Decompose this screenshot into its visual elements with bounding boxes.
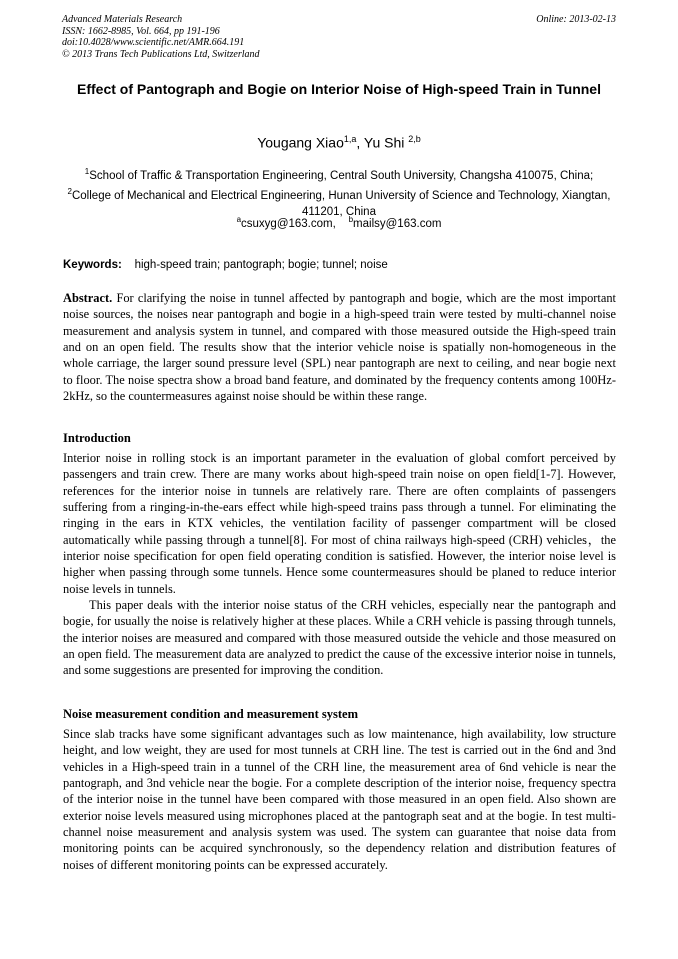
doi-line[interactable]: doi:10.4028/www.scientific.net/AMR.664.191 (62, 37, 245, 48)
paragraph: Since slab tracks have some significant advantages such as low maintenance, high availability, low structure height, and low weight, they are used for most tunnels at CRH line. The test is carried out in the 6nd and 3nd vehicles in a High-speed train in a tunnel of the CRH line, the measurement area of 6nd vehicle is near the pantograph, and 3nd vehicle near the bogie. For a complete description of the interior noise, frequency spectra of the interior noise in the tunnel have been compared with those measured in an open field. Also shown are exterior noise levels measured using microphones placed at the pantograph seat and at the bogie. In test multi-channel noise measurement and analysis system was used. The system can guarantee that noise data from monitoring points can be acquired synchronously, so the dependency relation and distribution features of noises of different monitoring points can be expressed accurately. (63, 727, 616, 872)
email-superscript: a (236, 215, 242, 224)
introduction-body (63, 450, 616, 679)
paragraph: This paper deals with the interior noise status of the CRH vehicles, especially near the pantograph and bogie, for usually the noise is relatively higher at these places. While a CRH vehicle is passing through tunnels, the interior noises are measured and compared with those measured outside the vehicle and those measured on an open field. The measurement data are analyzed to predict the cause of the excessive interior noise in tunnels, and some suggestions are presented for improving the condition. (63, 598, 617, 678)
section-heading-noise-measurement: Noise measurement condition and measurement system (63, 707, 359, 721)
copyright-line: © 2013 Trans Tech Publications Ltd, Switzerland (62, 48, 260, 60)
section-heading-introduction: Introduction (63, 431, 131, 445)
journal-name: Advanced Materials Research (62, 14, 183, 25)
noise-measurement-body (63, 726, 616, 873)
affiliation-text: College of Mechanical and Electrical Engineering, Hunan University of Science and Technology, Xiangtan, 411201, China (71, 190, 611, 218)
author-name: Yu Shi (363, 134, 409, 151)
keywords-line (63, 258, 617, 273)
affiliation-superscript: 2 (67, 187, 72, 197)
keywords-label: Keywords: (63, 259, 122, 271)
abstract-label: Abstract. (63, 291, 113, 305)
email-1[interactable]: csuxyg@163.com, (241, 217, 336, 230)
author-line (62, 130, 616, 152)
abstract (63, 290, 616, 404)
author-superscript: 1,a (343, 134, 357, 144)
affiliation-text: School of Traffic & Transportation Engineering, Central South University, Changsha 410075, China; (89, 169, 594, 182)
abstract-text: For clarifying the noise in tunnel affected by pantograph and bogie, which are the most important noise sources, the noises near pantograph and bogie in a high-speed train were tested by multi-channel noise measurement and analysis system in tunnel, and compared with those measured outside the High-speed train and on an open field. The results show that the interior vehicle noise is spatially non-homogeneous in the whole carriage, the larger sound pressure level (SPL) near pantograph are next to ceiling, and near bogie next to floor. The noise spectra show a broad band feature, and dominated by the frequency contents among 100Hz-2kHz, so the countermeasures against noise should be within these range. (63, 291, 616, 404)
paper-title: Effect of Pantograph and Bogie on Interior Noise of High-speed Train in Tunnel (77, 81, 601, 97)
affiliation-superscript: 1 (84, 167, 90, 176)
paragraph: Interior noise in rolling stock is an important parameter in the evaluation of global comfort perceived by passengers and train crew. There are many works about high-speed train noise on open field[1-7]. However, references for the interior noise in tunnels are relatively rare. There are often complaints of passengers suffering from a ringing-in-the-ears effect while high-speed trains pass through a tunnel. For eliminating the ringing in the ears in KTX vehicles, the ventilation facility of passenger compartment will be closed automatically while passing through a tunnel[8]. For most of china railways high-speed (CRH) vehicles，the interior noise specification for open field operating condition is satisfied. However, the interior noise level is higher when passing through some tunnels. Hence some countermeasures should be planed to reduce interior noise levels in tunnels. (63, 451, 616, 596)
issn-line: ISSN: 1662-8985, Vol. 664, pp 191-196 (62, 25, 220, 37)
author-separator: , (356, 134, 364, 151)
email-superscript: b (348, 215, 354, 224)
email-2[interactable]: mailsy@163.com (353, 217, 442, 230)
journal-header (62, 14, 616, 60)
author-superscript: 2,b (408, 134, 421, 144)
affiliation-1 (62, 164, 616, 184)
online-date: Online: 2013-02-13 (536, 14, 616, 25)
keywords-text: high-speed train; pantograph; bogie; tunnel; noise (134, 259, 388, 271)
author-name: Yougang Xiao (257, 134, 344, 151)
author-emails (62, 212, 616, 232)
